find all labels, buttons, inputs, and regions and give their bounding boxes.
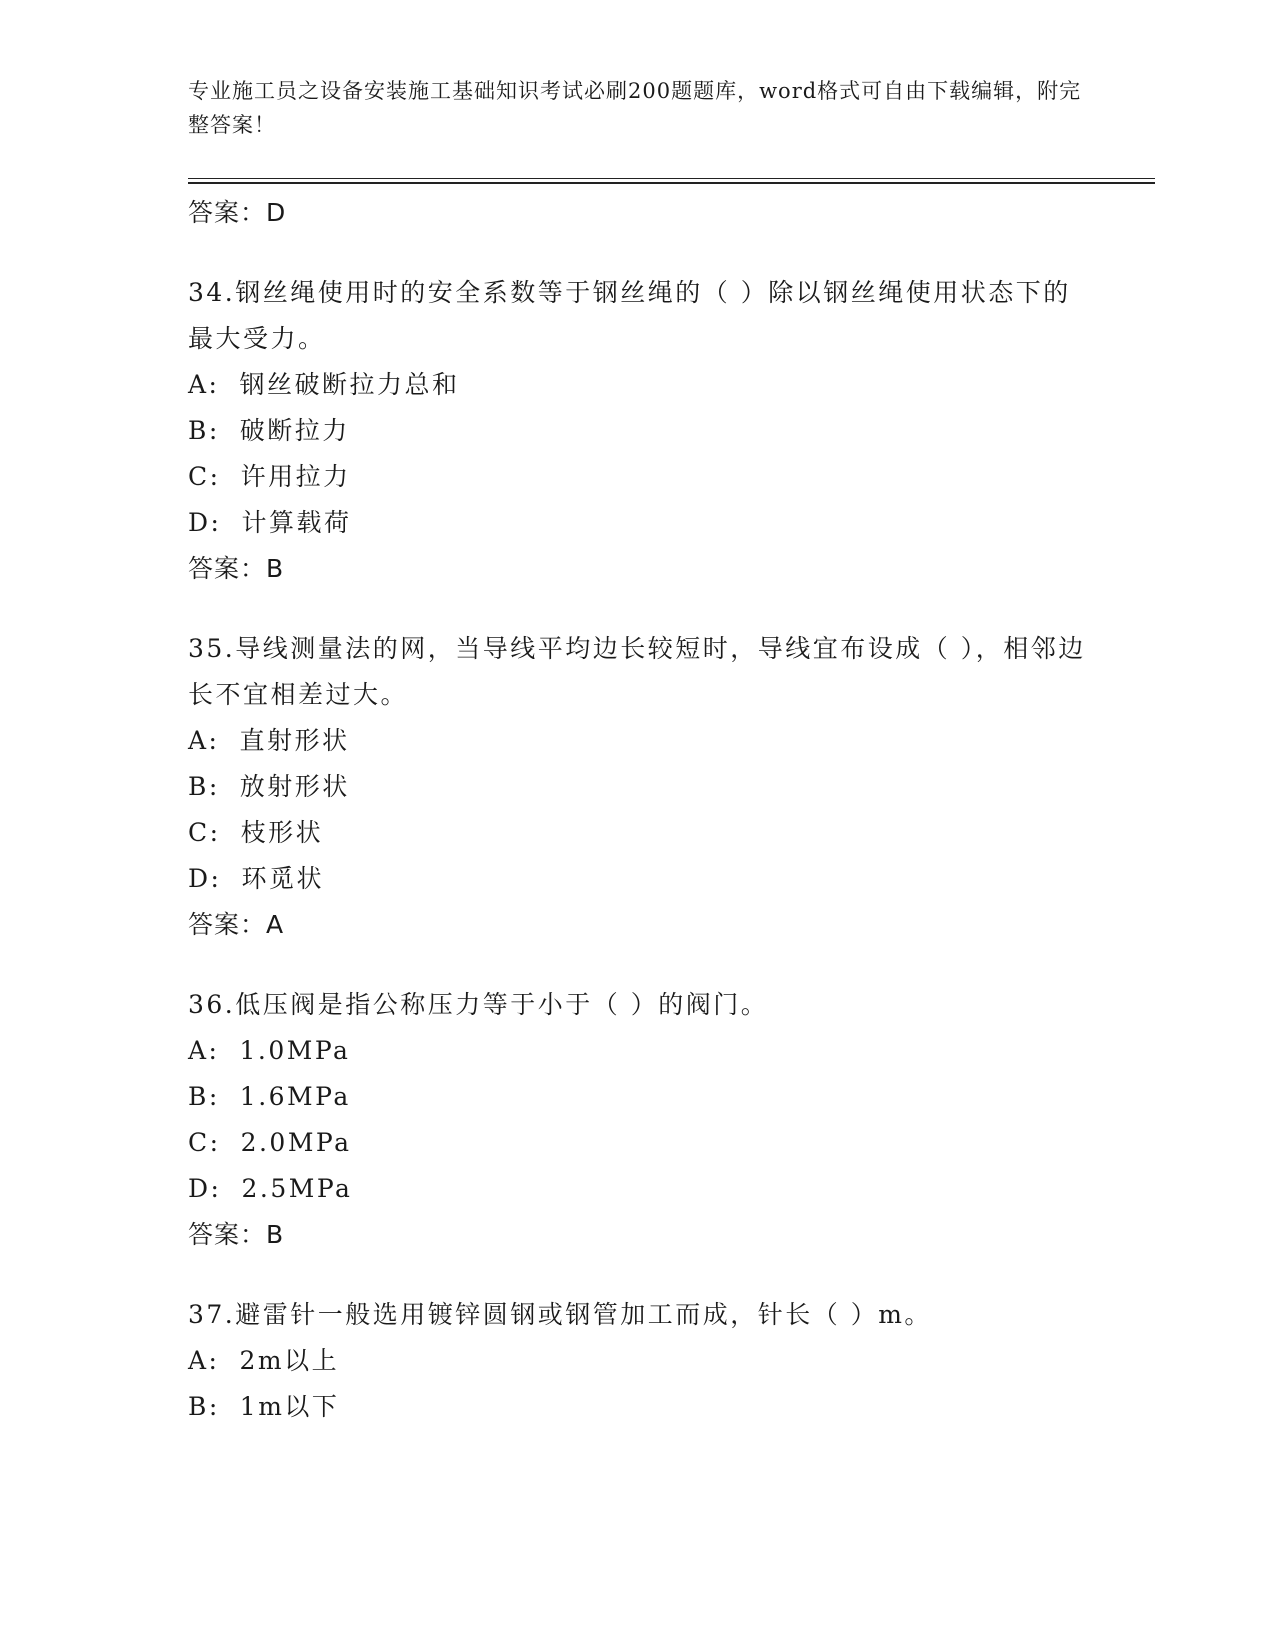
question-item xyxy=(188,982,1088,1258)
question-text xyxy=(188,626,1088,718)
option-b xyxy=(188,1384,1088,1430)
option-letter: A: xyxy=(188,1036,220,1065)
option-d xyxy=(188,500,1088,546)
option-text: 放射形状 xyxy=(239,772,350,801)
option-letter: D: xyxy=(188,508,222,537)
option-letter: C: xyxy=(188,1128,221,1157)
document-body xyxy=(188,190,1088,1430)
option-c xyxy=(188,454,1088,500)
option-d xyxy=(188,856,1088,902)
option-d xyxy=(188,1166,1088,1212)
option-letter: A: xyxy=(188,370,220,399)
option-text: 2.5MPa xyxy=(241,1174,353,1203)
option-letter: B: xyxy=(188,1392,220,1421)
answer-line xyxy=(188,546,1088,592)
option-text: 1.6MPa xyxy=(239,1082,351,1111)
option-text: 直射形状 xyxy=(239,726,350,755)
option-a xyxy=(188,718,1088,764)
question-stem: 避雷针一般选用镀锌圆钢或钢管加工而成，针长（ ）m。 xyxy=(235,1300,932,1329)
question-item xyxy=(188,1292,1088,1430)
option-text: 2.0MPa xyxy=(240,1128,352,1157)
question-stem: 导线测量法的网，当导线平均边长较短时，导线宜布设成（ ），相邻边长不宜相差过大。 xyxy=(188,634,1086,709)
option-letter: D: xyxy=(188,1174,222,1203)
option-a xyxy=(188,1028,1088,1074)
question-stem: 低压阀是指公称压力等于小于（ ）的阀门。 xyxy=(235,990,769,1019)
question-item xyxy=(188,270,1088,592)
question-stem: 钢丝绳使用时的安全系数等于钢丝绳的（ ）除以钢丝绳使用状态下的最大受力。 xyxy=(188,278,1071,353)
option-text: 计算载荷 xyxy=(241,508,352,537)
answer-line xyxy=(188,190,1088,236)
answer-value: B xyxy=(266,554,285,583)
answer-label: 答案： xyxy=(188,554,267,583)
question-number: 34. xyxy=(188,278,236,307)
answer-value: D xyxy=(266,198,287,227)
header-text: 专业施工员之设备安装施工基础知识考试必刷200题题库，word格式可自由下载编辑，附完整答案！ xyxy=(188,79,1082,137)
option-b xyxy=(188,408,1088,454)
document-header xyxy=(188,74,1088,142)
answer-label: 答案： xyxy=(188,910,267,939)
header-rule-thin xyxy=(188,178,1155,179)
answer-line xyxy=(188,1212,1088,1258)
question-text xyxy=(188,270,1088,362)
option-text: 钢丝破断拉力总和 xyxy=(239,370,460,399)
question-number: 36. xyxy=(188,990,236,1019)
option-text: 1.0MPa xyxy=(239,1036,351,1065)
option-letter: A: xyxy=(188,726,220,755)
option-letter: B: xyxy=(188,1082,220,1111)
answer-value: B xyxy=(266,1220,285,1249)
question-number: 37. xyxy=(188,1300,236,1329)
option-b xyxy=(188,764,1088,810)
option-text: 2m以上 xyxy=(239,1346,340,1375)
answer-value: A xyxy=(266,910,285,939)
answer-label: 答案： xyxy=(188,198,267,227)
question-text xyxy=(188,1292,1088,1338)
option-letter: B: xyxy=(188,416,220,445)
option-letter: C: xyxy=(188,818,221,847)
option-text: 1m以下 xyxy=(239,1392,340,1421)
header-rule-thick xyxy=(188,182,1155,184)
option-text: 环觅状 xyxy=(241,864,324,893)
option-letter: A: xyxy=(188,1346,220,1375)
option-a xyxy=(188,362,1088,408)
option-c xyxy=(188,1120,1088,1166)
question-text xyxy=(188,982,1088,1028)
option-letter: C: xyxy=(188,462,221,491)
option-c xyxy=(188,810,1088,856)
option-letter: D: xyxy=(188,864,222,893)
option-text: 许用拉力 xyxy=(240,462,351,491)
answer-label: 答案： xyxy=(188,1220,267,1249)
option-a xyxy=(188,1338,1088,1384)
option-text: 枝形状 xyxy=(240,818,324,847)
option-b xyxy=(188,1074,1088,1120)
answer-line xyxy=(188,902,1088,948)
question-item xyxy=(188,626,1088,948)
option-text: 破断拉力 xyxy=(239,416,350,445)
option-letter: B: xyxy=(188,772,220,801)
question-number: 35. xyxy=(188,634,236,663)
